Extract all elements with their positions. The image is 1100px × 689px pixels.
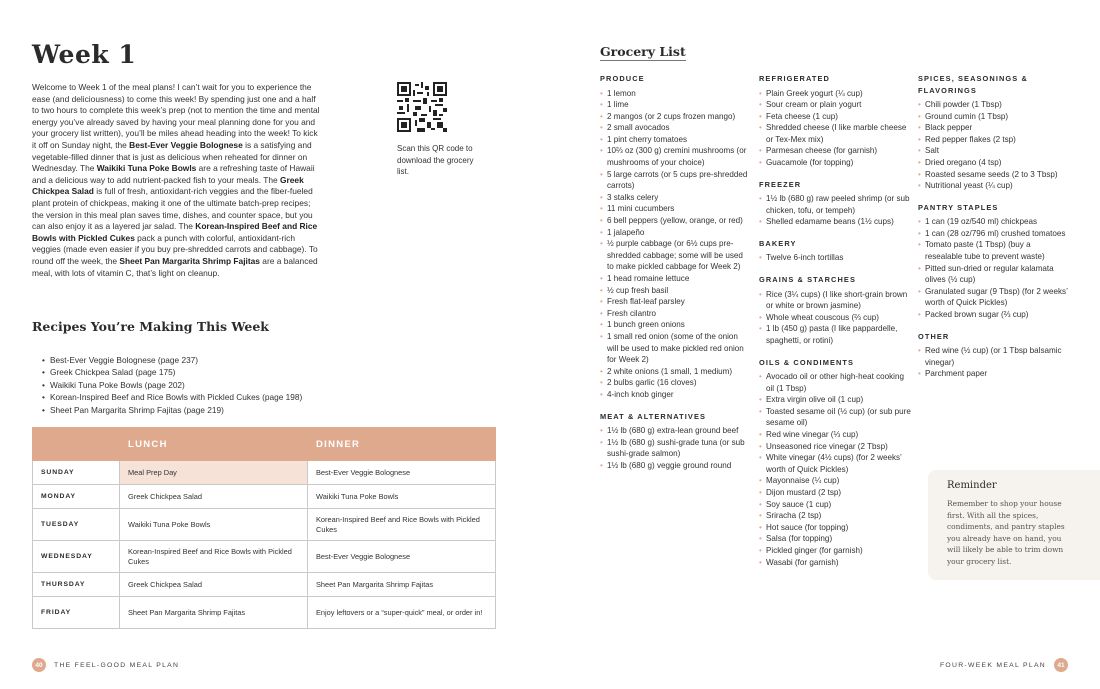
grocery-list-title: Grocery List [600, 44, 686, 59]
grocery-item: • Unseasoned rice vinegar (2 Tbsp) [759, 441, 911, 453]
cell-dinner: Korean-Inspired Beef and Rice Bowls with Pickled Cukes [308, 509, 496, 541]
grocery-item: • Fresh cilantro [600, 308, 750, 320]
grocery-section-heading: OILS & CONDIMENTS [759, 357, 855, 367]
qr-caption: Scan this QR code to download the grocery list. [397, 144, 474, 176]
grocery-items [600, 88, 750, 401]
grocery-item: • Black pepper [918, 122, 1068, 134]
cell-dinner: Sheet Pan Margarita Shrimp Fajitas [308, 573, 496, 597]
grocery-item: • Parchment paper [918, 368, 1068, 380]
cell-day: MONDAY [33, 485, 120, 509]
grocery-column-3 [918, 73, 1068, 390]
grocery-item: • 1½ lb (680 g) veggie ground round [600, 460, 750, 472]
grocery-item: • 1 lime [600, 99, 750, 111]
grocery-item: • Ground cumin (1 Tbsp) [918, 111, 1068, 123]
intro-text: is full of fresh, antioxidant-rich veggies and the fiber-fueled plant protein of chickpeas, making it one of the ultimate batch-prep recipes; the version in this meal plan saves time, dishes, and counter space, but you can also enjoy it as a layered jar salad. The [32, 186, 313, 232]
cell-day: SUNDAY [33, 461, 120, 485]
recipe-highlight: Best-Ever Veggie Bolognese [129, 139, 243, 150]
reminder-text: Remember to shop your house first. With all the spices, condiments, and pantry staples you already have on hand, you will likely be able to trim down your grocery list. [947, 499, 1065, 566]
grocery-items [918, 345, 1068, 380]
grocery-item: • 6 bell peppers (yellow, orange, or red) [600, 215, 750, 227]
grocery-item: • Sour cream or plain yogurt [759, 99, 911, 111]
header-lunch: LUNCH [120, 428, 308, 461]
grocery-item: • 1½ lb (680 g) extra-lean ground beef [600, 425, 750, 437]
grocery-item: • Plain Greek yogurt (¼ cup) [759, 88, 911, 100]
grocery-item: • Pickled ginger (for garnish) [759, 545, 911, 557]
grocery-item: • 2 small avocados [600, 122, 750, 134]
grocery-item: • Whole wheat couscous (⅔ cup) [759, 312, 911, 324]
grocery-item: • 2 bulbs garlic (16 cloves) [600, 377, 750, 389]
grocery-items [759, 88, 911, 169]
table-row [33, 597, 496, 629]
grocery-item: • Tomato paste (1 Tbsp) (buy a resealable tube to prevent waste) [918, 239, 1068, 262]
grocery-item: • Shredded cheese (I like marble cheese or Tex-Mex mix) [759, 122, 911, 145]
grocery-item: • Avocado oil or other high-heat cooking oil (1 Tbsp) [759, 371, 911, 394]
grocery-items [600, 425, 750, 471]
grocery-item: • Pitted sun-dried or regular kalamata olives (½ cup) [918, 263, 1068, 286]
grocery-item: • 2 white onions (1 small, 1 medium) [600, 366, 750, 378]
grocery-item: • 2 mangos (or 2 cups frozen mango) [600, 111, 750, 123]
cell-lunch: Korean-Inspired Beef and Rice Bowls with Pickled Cukes [120, 541, 308, 573]
grocery-section-heading: PANTRY STAPLES [918, 202, 999, 212]
grocery-item: • Mayonnaise (¼ cup) [759, 475, 911, 487]
recipe-highlight: Sheet Pan Margarita Shrimp Fajitas [119, 255, 260, 266]
grocery-items [918, 216, 1068, 320]
qr-code[interactable] [397, 82, 447, 132]
intro-text: are a refreshing taste of Hawaii and a delicious way to add nutrient-packed fish to your meals. The [32, 163, 315, 185]
cell-lunch: Meal Prep Day [120, 461, 308, 485]
cell-day: TUESDAY [33, 509, 120, 541]
grocery-item: • Toasted sesame oil (½ cup) (or sub pure sesame oil) [759, 406, 911, 429]
intro-text: pack a punch with colorful, antioxidant-rich veggies (made even easier if you buy pre-shredded carrots and cabbage). To round off the week, the [32, 232, 318, 266]
recipe-list-item: • Greek Chickpea Salad (page 175) [44, 366, 302, 378]
cell-day: FRIDAY [33, 597, 120, 629]
grocery-item: • Wasabi (for garnish) [759, 557, 911, 569]
grocery-item: • 1 lemon [600, 88, 750, 100]
intro-text: are a balanced meal, with lots of vitamin C, that’s light on cleanup. [32, 255, 318, 278]
grocery-section-heading: BAKERY [759, 238, 797, 248]
grocery-item: • Nutritional yeast (¼ cup) [918, 180, 1068, 192]
header-dinner: DINNER [308, 428, 496, 461]
grocery-section-heading: FREEZER [759, 179, 802, 189]
grocery-item: • Parmesan cheese (for garnish) [759, 145, 911, 157]
intro-text: is a satisfying and vegetable-filled dinner that is just as delicious when reheated for dinner on Wednesday. The [32, 139, 312, 174]
grocery-item: • Fresh flat-leaf parsley [600, 296, 750, 308]
grocery-item: • Dried oregano (4 tsp) [918, 157, 1068, 169]
recipe-list-item: • Best-Ever Veggie Bolognese (page 237) [44, 354, 302, 366]
grocery-items [918, 99, 1068, 192]
grocery-section-heading: OTHER [918, 331, 950, 341]
cell-day: THURSDAY [33, 573, 120, 597]
grocery-item: • 1½ lb (680 g) raw peeled shrimp (or sub chicken, tofu, or tempeh) [759, 193, 911, 216]
right-page [550, 0, 1100, 689]
grocery-item: • Salt [918, 145, 1068, 157]
grocery-items [759, 289, 911, 347]
grocery-item: • Salsa (for topping) [759, 533, 911, 545]
cell-dinner: Enjoy leftovers or a “super-quick” meal, or order in! [308, 597, 496, 629]
grocery-section-heading: REFRIGERATED [759, 74, 830, 83]
table-row [33, 541, 496, 573]
grocery-item: • 1 head romaine lettuce [600, 273, 750, 285]
grocery-item: • Dijon mustard (2 tsp) [759, 487, 911, 499]
cell-lunch: Greek Chickpea Salad [120, 485, 308, 509]
recipes-title: Recipes You’re Making This Week [32, 319, 269, 334]
cell-dinner: Best-Ever Veggie Bolognese [308, 541, 496, 573]
grocery-item: • 1 pint cherry tomatoes [600, 134, 750, 146]
footer-right [940, 658, 1068, 672]
grocery-item: • 10⅔ oz (300 g) cremini mushrooms (or mushrooms of your choice) [600, 145, 750, 168]
page-number: 40 [32, 658, 46, 672]
grocery-item: • 1½ lb (680 g) sushi-grade tuna (or sub sushi-grade salmon) [600, 437, 750, 460]
intro-text: Welcome to Week 1 of the meal plans! I can’t wait for you to experience the ease (and deliciousness) to come this week! By spending just one and a half to two hours to complete this week’s prep (not to mention the time and mental energy you’ve already saved by having your meal planning done for you and your grocery list written), you’ll be miles ahead heading into the week! To kick it off on Sunday night, the [32, 82, 320, 150]
grocery-item: • Chili powder (1 Tbsp) [918, 99, 1068, 111]
grocery-items [759, 371, 911, 568]
footer-left [32, 658, 179, 672]
grocery-item: • Roasted sesame seeds (2 to 3 Tbsp) [918, 169, 1068, 181]
grocery-items [759, 193, 911, 228]
recipe-list-item: • Sheet Pan Margarita Shrimp Fajitas (page 219) [44, 404, 302, 416]
grocery-item: • 3 stalks celery [600, 192, 750, 204]
page-number: 41 [1054, 658, 1068, 672]
table-row [33, 461, 496, 485]
intro-paragraph [32, 82, 322, 279]
grocery-item: • 4-inch knob ginger [600, 389, 750, 401]
grocery-item: • Shelled edamame beans (1½ cups) [759, 216, 911, 228]
table-header-row [33, 428, 496, 461]
recipe-highlight: Korean-Inspired Beef and Rice Bowls with Pickled Cukes [32, 221, 318, 243]
footer-text: THE FEEL-GOOD MEAL PLAN [54, 661, 180, 669]
reminder-title: Reminder [947, 480, 997, 491]
recipe-list-item: • Korean-Inspired Beef and Rice Bowls with Pickled Cukes (page 198) [44, 391, 302, 403]
grocery-item: • 1 jalapeño [600, 227, 750, 239]
grocery-item: • Hot sauce (for topping) [759, 522, 911, 534]
grocery-section-heading: MEAT & ALTERNATIVES [600, 411, 707, 421]
grocery-item: • 5 large carrots (or 5 cups pre-shredded carrots) [600, 169, 750, 192]
recipe-list-item: • Waikiki Tuna Poke Bowls (page 202) [44, 379, 302, 391]
table-row [33, 509, 496, 541]
grocery-item: • Extra virgin olive oil (1 cup) [759, 394, 911, 406]
grocery-item: • 1 bunch green onions [600, 319, 750, 331]
grocery-item: • 1 can (28 oz/796 ml) crushed tomatoes [918, 228, 1068, 240]
grocery-column-2 [759, 73, 911, 578]
grocery-section-heading: GRAINS & STARCHES [759, 275, 856, 285]
grocery-item: • Red pepper flakes (2 tsp) [918, 134, 1068, 146]
grocery-item: • Red wine (½ cup) (or 1 Tbsp balsamic vinegar) [918, 345, 1068, 368]
grocery-item: • Red wine vinegar (⅓ cup) [759, 429, 911, 441]
header-day [33, 428, 120, 461]
grocery-column-1 [600, 73, 750, 481]
meal-plan-table [32, 427, 496, 629]
cell-lunch: Waikiki Tuna Poke Bowls [120, 509, 308, 541]
grocery-item: • Sriracha (2 tsp) [759, 510, 911, 522]
grocery-item: • 1 lb (450 g) pasta (I like pappardelle, spaghetti, or rotini) [759, 323, 911, 346]
grocery-item: • Guacamole (for topping) [759, 157, 911, 169]
table-row [33, 485, 496, 509]
cell-dinner: Best-Ever Veggie Bolognese [308, 461, 496, 485]
grocery-item: • 11 mini cucumbers [600, 203, 750, 215]
grocery-section-heading: PRODUCE [600, 74, 645, 83]
grocery-items [759, 252, 911, 264]
week-title: Week 1 [32, 40, 137, 69]
grocery-section-heading: SPICES, SEASONINGS & FLAVORINGS [918, 74, 1028, 95]
recipe-highlight: Greek Chickpea Salad [32, 174, 304, 197]
table-row [33, 573, 496, 597]
cell-day: WEDNESDAY [33, 541, 120, 573]
grocery-item: • Granulated sugar (9 Tbsp) (for 2 weeks’ worth of Quick Pickles) [918, 286, 1068, 309]
grocery-item: • 1 can (19 oz/540 ml) chickpeas [918, 216, 1068, 228]
footer-text: FOUR-WEEK MEAL PLAN [939, 661, 1046, 669]
grocery-item: • White vinegar (4½ cups) (for 2 weeks’ worth of Quick Pickles) [759, 452, 911, 475]
grocery-item: • ½ cup fresh basil [600, 285, 750, 297]
grocery-item: • 1 small red onion (some of the onion will be used to make pickled red onion for Week 2) [600, 331, 750, 366]
recipes-list [44, 354, 302, 416]
grocery-item: • ½ purple cabbage (or 6½ cups pre-shredded cabbage; some will be used to make pickled cabbage for Week 2) [600, 238, 750, 273]
cell-lunch: Sheet Pan Margarita Shrimp Fajitas [120, 597, 308, 629]
grocery-item: • Packed brown sugar (⅔ cup) [918, 309, 1068, 321]
grocery-item: • Twelve 6-inch tortillas [759, 252, 911, 264]
recipe-highlight: Waikiki Tuna Poke Bowls [96, 163, 197, 174]
grocery-item: • Rice (3¼ cups) (I like short-grain brown or white or brown jasmine) [759, 289, 911, 312]
grocery-item: • Soy sauce (1 cup) [759, 499, 911, 511]
reminder-box [928, 470, 1100, 580]
grocery-item: • Feta cheese (1 cup) [759, 111, 911, 123]
cell-lunch: Greek Chickpea Salad [120, 573, 308, 597]
cell-dinner: Waikiki Tuna Poke Bowls [308, 485, 496, 509]
